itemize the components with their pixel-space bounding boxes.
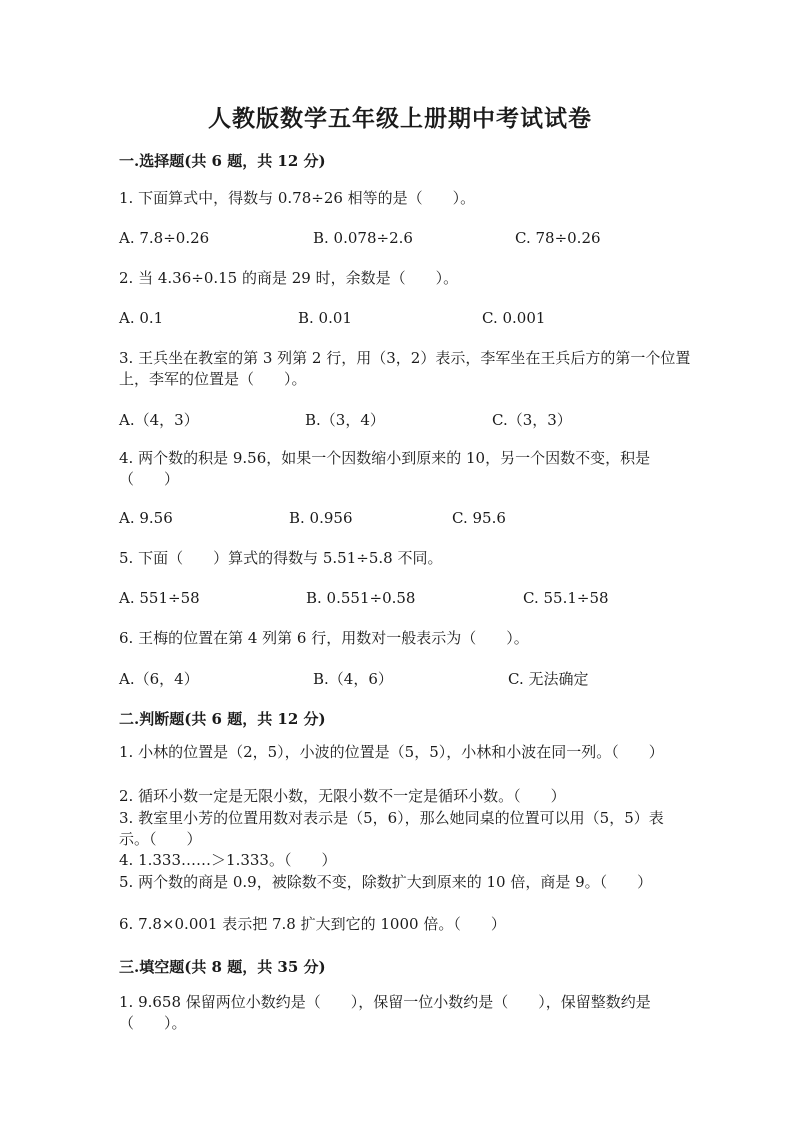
judge-question-6: 6. 7.8×0.001 表示把 7.8 扩大到它的 1000 倍。（ ） — [119, 915, 506, 933]
choice-4-option-b: B. 0.956 — [289, 509, 353, 527]
choice-5-option-a: A. 551÷58 — [119, 589, 200, 607]
choice-1-option-b: B. 0.078÷2.6 — [313, 229, 413, 247]
choice-6-option-b: B.（4，6） — [313, 670, 393, 688]
choice-2-option-a: A. 0.1 — [119, 309, 164, 327]
choice-4-option-a: A. 9.56 — [119, 509, 173, 527]
judge-question-5: 5. 两个数的商是 0.9，被除数不变，除数扩大到原来的 10 倍，商是 9。（ ） — [119, 873, 653, 891]
section-heading-judge: 二.判断题(共 6 题，共 12 分) — [119, 710, 326, 728]
judge-question-1: 1. 小林的位置是（2，5），小波的位置是（5，5），小林和小波在同一列。（ ） — [119, 743, 664, 761]
section-heading-fill: 三.填空题(共 8 题，共 35 分) — [119, 958, 326, 976]
judge-question-4: 4. 1.333……＞1.333。（ ） — [119, 851, 337, 869]
choice-question-5: 5. 下面（ ）算式的得数与 5.51÷5.8 不同。 — [119, 549, 443, 567]
choice-2-option-b: B. 0.01 — [298, 309, 352, 327]
choice-question-2: 2. 当 4.36÷0.15 的商是 29 时，余数是（ ）。 — [119, 269, 459, 287]
choice-2-option-c: C. 0.001 — [482, 309, 546, 327]
choice-5-option-c: C. 55.1÷58 — [523, 589, 609, 607]
choice-3-option-c: C.（3，3） — [492, 411, 572, 429]
choice-question-3: 3. 王兵坐在教室的第 3 列第 2 行，用（3，2）表示，李军坐在王兵后方的第一个位置上，李军的位置是（ ）。 — [119, 349, 691, 388]
choice-4-option-c: C. 95.6 — [452, 509, 506, 527]
choice-5-option-b: B. 0.551÷0.58 — [306, 589, 416, 607]
section-heading-choice: 一.选择题(共 6 题，共 12 分) — [119, 152, 326, 170]
choice-question-4: 4. 两个数的积是 9.56，如果一个因数缩小到原来的 10，另一个因数不变，积是（ ） — [119, 449, 651, 488]
page-title: 人教版数学五年级上册期中考试试卷 — [208, 105, 592, 132]
fill-question-1: 1. 9.658 保留两位小数约是（ ），保留一位小数约是（ ），保留整数约是（ ）。 — [119, 993, 651, 1032]
choice-1-option-a: A. 7.8÷0.26 — [119, 229, 210, 247]
judge-question-3: 3. 教室里小芳的位置用数对表示是（5，6），那么她同桌的位置可以用（5，5）表示。（ ） — [119, 809, 664, 848]
choice-question-6: 6. 王梅的位置在第 4 列第 6 行，用数对一般表示为（ ）。 — [119, 629, 529, 647]
judge-question-2: 2. 循环小数一定是无限小数，无限小数不一定是循环小数。（ ） — [119, 787, 566, 805]
choice-1-option-c: C. 78÷0.26 — [515, 229, 601, 247]
choice-question-1: 1. 下面算式中，得数与 0.78÷26 相等的是（ ）。 — [119, 189, 476, 207]
choice-3-option-b: B.（3，4） — [305, 411, 385, 429]
choice-6-option-c: C. 无法确定 — [508, 670, 589, 688]
choice-3-option-a: A.（4，3） — [119, 411, 199, 429]
choice-6-option-a: A.（6，4） — [119, 670, 199, 688]
